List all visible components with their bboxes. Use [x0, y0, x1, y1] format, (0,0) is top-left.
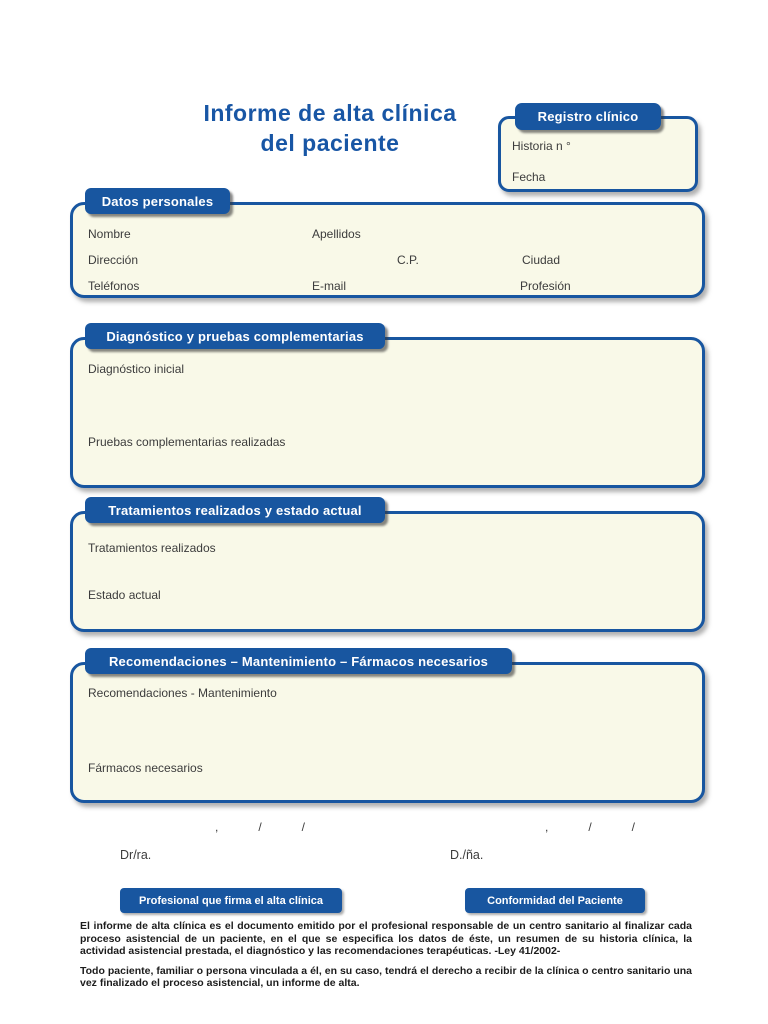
profesional-firma-banner: Profesional que firma el alta clínica	[120, 888, 342, 913]
registro-clinico-header: Registro clínico	[515, 103, 661, 130]
diagnostico-box	[70, 337, 705, 488]
page-title	[160, 98, 500, 158]
datos-personales-box	[70, 202, 705, 298]
datos-personales-header: Datos personales	[85, 188, 230, 214]
telefonos-label: Teléfonos	[88, 279, 140, 293]
diagnostico-inicial-label: Diagnóstico inicial	[88, 362, 185, 376]
nombre-label: Nombre	[88, 227, 131, 241]
pruebas-complementarias-label: Pruebas complementarias realizadas	[88, 435, 286, 449]
page-title-line2: del paciente	[260, 130, 400, 156]
recomendaciones-mantenimiento-label: Recomendaciones - Mantenimiento	[88, 686, 277, 700]
email-label: E-mail	[312, 279, 347, 293]
page-title-line1: Informe de alta clínica	[203, 100, 457, 126]
diagnostico-header: Diagnóstico y pruebas complementarias	[85, 323, 385, 349]
footer-legal-text	[80, 920, 692, 997]
patient-signature-label: D./ña.	[450, 848, 484, 862]
estado-actual-label: Estado actual	[88, 588, 161, 602]
ciudad-label: Ciudad	[522, 253, 561, 267]
date-line-right: , / /	[545, 820, 636, 834]
recomendaciones-header: Recomendaciones – Mantenimiento – Fármacos necesarios	[85, 648, 512, 674]
footer-paragraph-2: Todo paciente, familiar o persona vinculada a él, en su caso, tendrá el derecho a recibir de la clínica o centro sanitario una vez finalizado el proceso asistencial, un informe de alta.	[80, 964, 692, 989]
fecha-label: Fecha	[512, 170, 546, 184]
tratamientos-realizados-label: Tratamientos realizados	[88, 541, 216, 555]
date-line-left: , / /	[215, 820, 306, 834]
recomendaciones-box	[70, 662, 705, 803]
historia-label: Historia n °	[512, 139, 571, 153]
tratamientos-box	[70, 511, 705, 632]
conformidad-paciente-banner: Conformidad del Paciente	[465, 888, 645, 913]
direccion-label: Dirección	[88, 253, 139, 267]
footer-paragraph-1: El informe de alta clínica es el documento emitido por el profesional responsable de un centro sanitario al finalizar cada proceso asistencial de un paciente, en el que se especifica los datos de éste, un resumen de su historia clínica, la actividad asistencial prestada, el diagnóstico y las recomendaciones terapéuticas. -Ley 41/2002-	[80, 920, 692, 957]
apellidos-label: Apellidos	[312, 227, 361, 241]
profesion-label: Profesión	[520, 279, 571, 293]
doctor-signature-label: Dr/ra.	[120, 848, 152, 862]
farmacos-necesarios-label: Fármacos necesarios	[88, 761, 203, 775]
cp-label: C.P.	[397, 253, 419, 267]
tratamientos-header: Tratamientos realizados y estado actual	[85, 497, 385, 523]
